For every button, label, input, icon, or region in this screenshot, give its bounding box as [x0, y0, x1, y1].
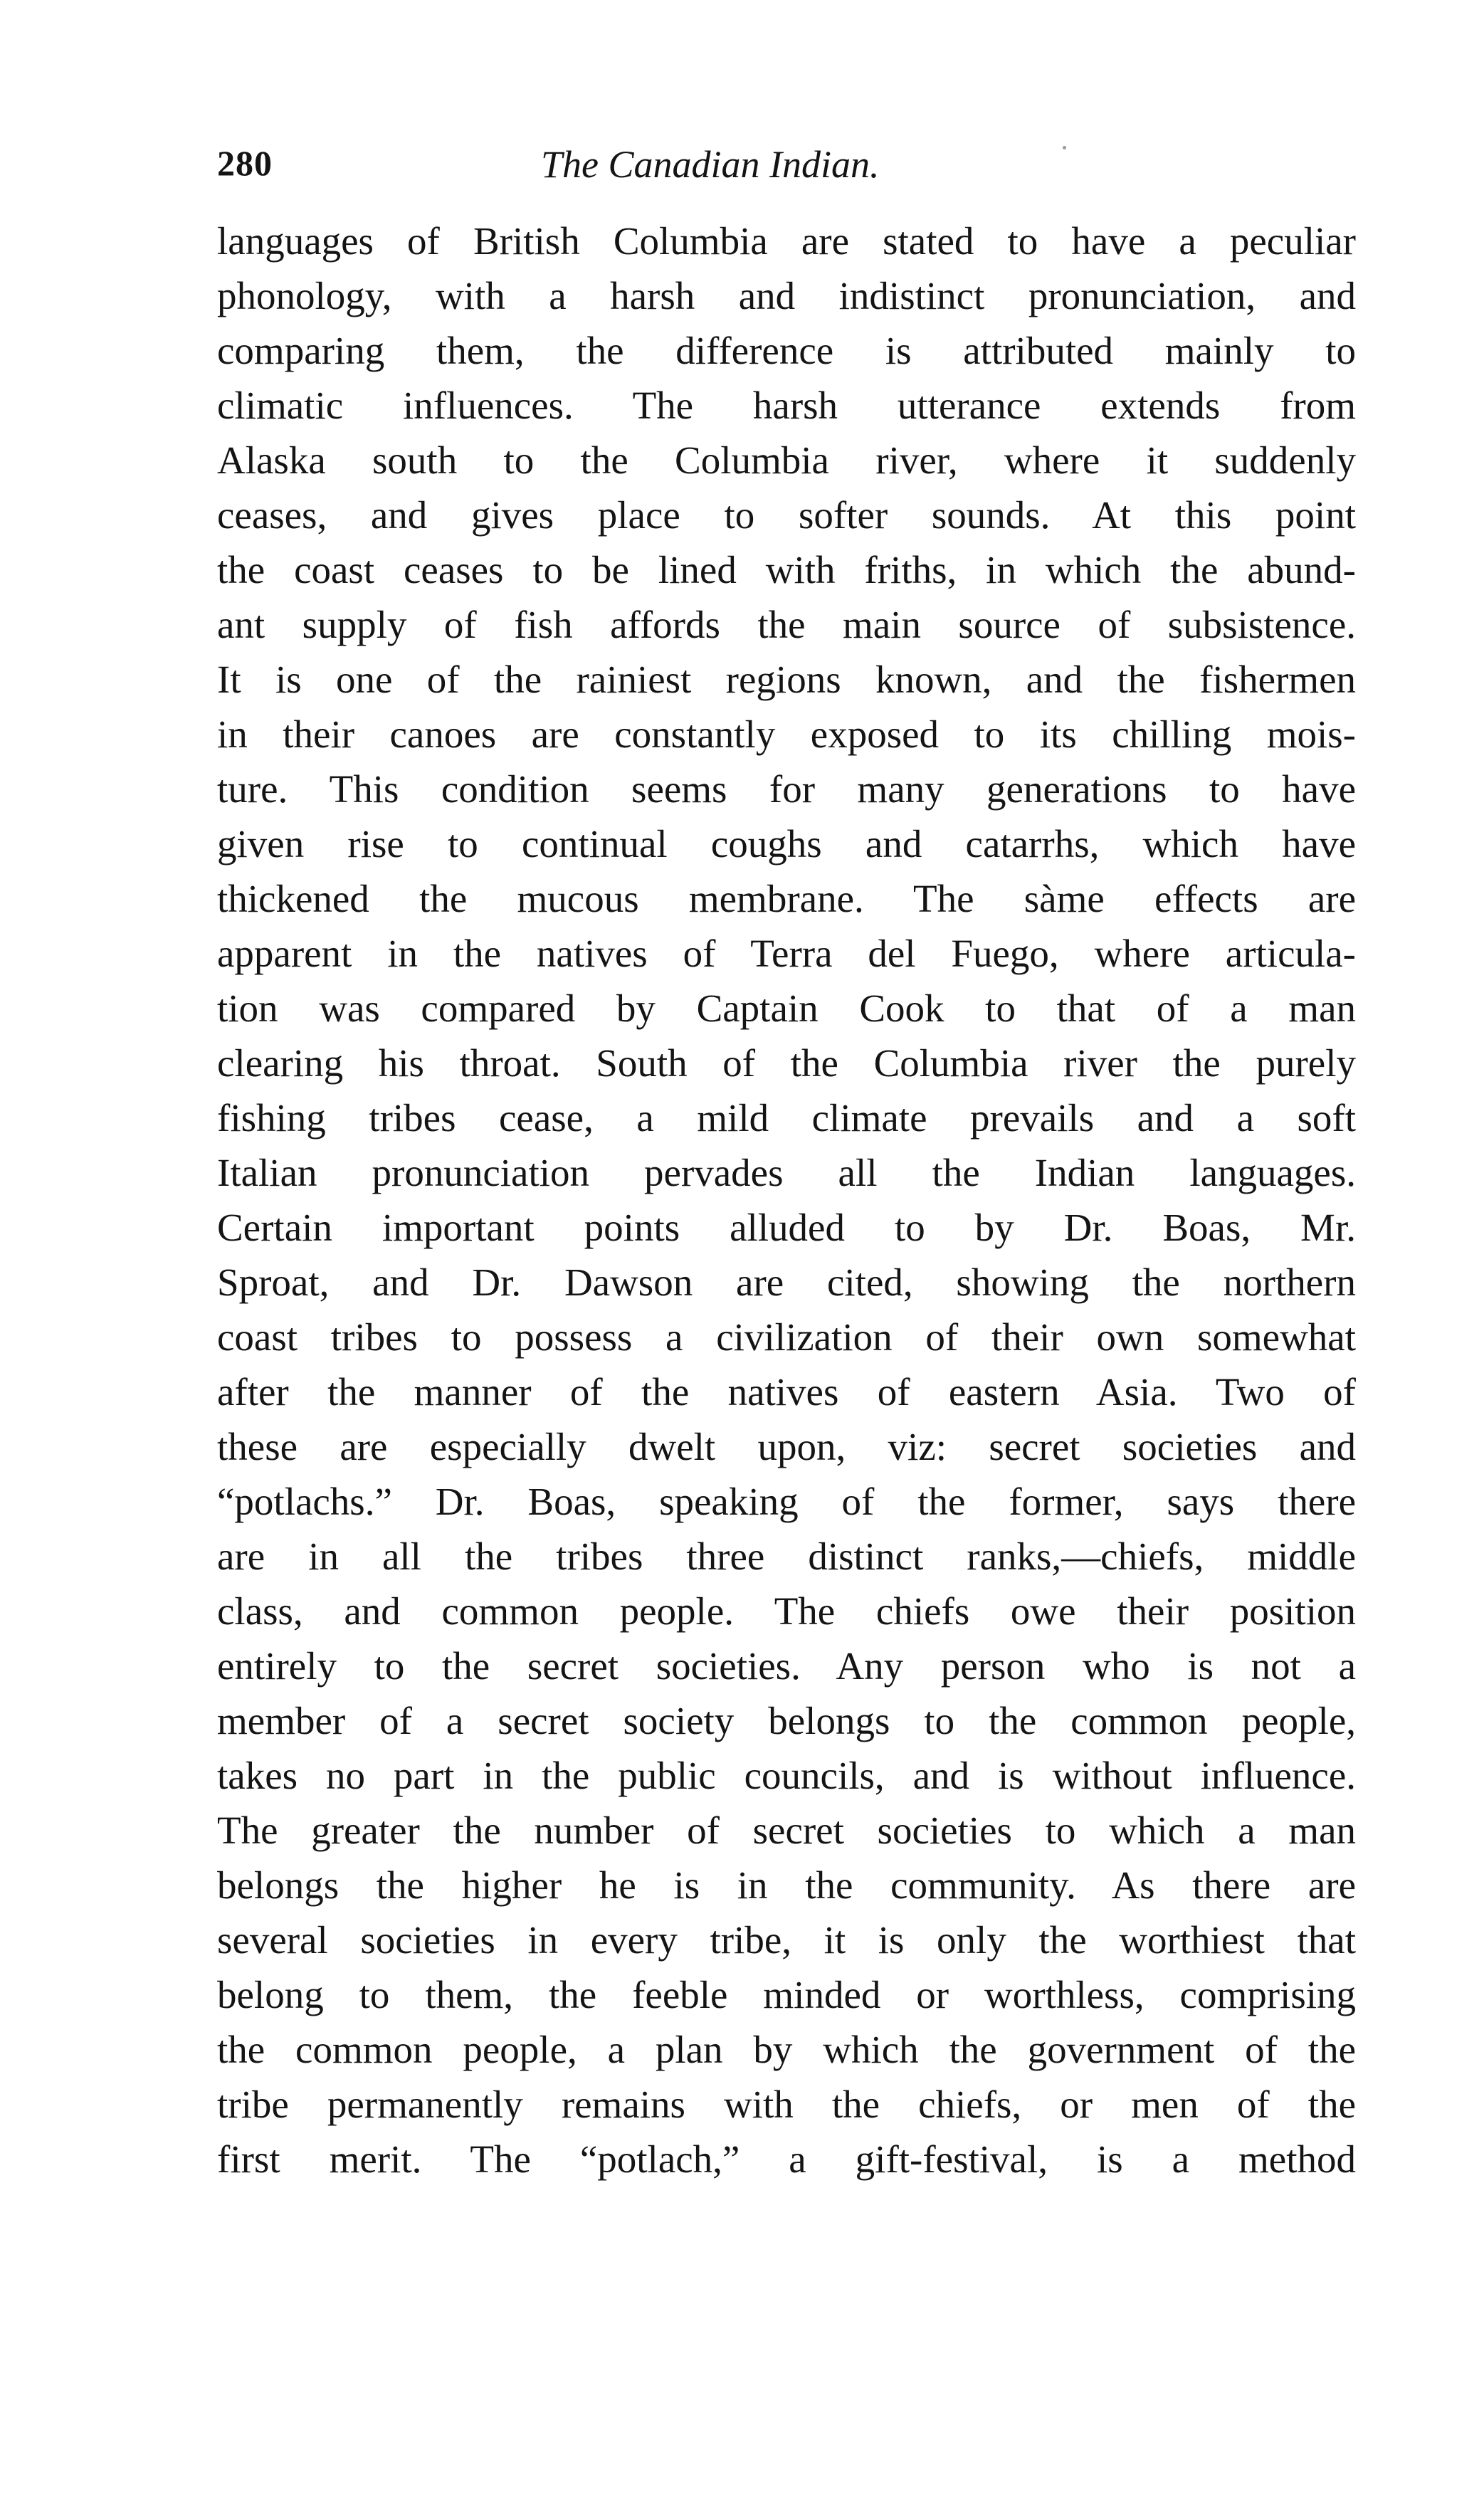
text-line: phonology, with a harsh and indistinct pronunciation, and — [217, 274, 1356, 317]
text-line: Certain important points alluded to by Dr. Boas, Mr. — [217, 1206, 1356, 1249]
text-line: class, and common people. The chiefs owe their position — [217, 1589, 1356, 1633]
text-line: takes no part in the public councils, and is without influence. — [217, 1754, 1356, 1797]
text-line: coast tribes to possess a civilization of their own somewhat — [217, 1315, 1356, 1359]
text-line: after the manner of the natives of eastern Asia. Two of — [217, 1370, 1356, 1414]
text-line: are in all the tribes three distinct ranks,—chiefs, middle — [217, 1535, 1356, 1578]
text-line: “potlachs.” Dr. Boas, speaking of the former, says there — [217, 1480, 1356, 1523]
body-text — [217, 214, 1356, 2187]
text-line: belong to them, the feeble minded or worthless, comprising — [217, 1973, 1356, 2016]
text-line: The greater the number of secret societies to which a man — [217, 1809, 1356, 1852]
text-line: entirely to the secret societies. Any person who is not a — [217, 1644, 1356, 1688]
text-line: first merit. The “potlach,” a gift-festival, is a method — [217, 2137, 1356, 2181]
text-line: comparing them, the difference is attributed mainly to — [217, 329, 1356, 372]
text-line: the coast ceases to be lined with friths, in which the abund- — [217, 548, 1356, 591]
text-line: It is one of the rainiest regions known, and the fishermen — [217, 658, 1356, 701]
text-line: apparent in the natives of Terra del Fuego, where articula- — [217, 932, 1356, 975]
text-line: several societies in every tribe, it is only the worthiest that — [217, 1918, 1356, 1962]
page-number: 280 — [217, 143, 273, 183]
text-line: in their canoes are constantly exposed to its chilling mois- — [217, 712, 1356, 756]
text-line: tribe permanently remains with the chiefs, or men of the — [217, 2083, 1356, 2126]
running-head — [217, 142, 1356, 199]
text-line: ceases, and gives place to softer sounds. At this point — [217, 493, 1356, 537]
text-line: tion was compared by Captain Cook to that of a man — [217, 986, 1356, 1030]
running-title: The Canadian Indian. — [541, 143, 880, 186]
text-line: Alaska south to the Columbia river, where it suddenly — [217, 438, 1356, 482]
print-speck — [1063, 146, 1066, 149]
text-line: member of a secret society belongs to the common people, — [217, 1699, 1356, 1742]
text-line: Sproat, and Dr. Dawson are cited, showing the northern — [217, 1261, 1356, 1304]
text-line: thickened the mucous membrane. The sàme effects are — [217, 877, 1356, 920]
text-line: ture. This condition seems for many generations to have — [217, 767, 1356, 811]
text-line: Italian pronunciation pervades all the Indian languages. — [217, 1151, 1356, 1194]
text-line: these are especially dwelt upon, viz: secret societies and — [217, 1425, 1356, 1468]
text-line: languages of British Columbia are stated to have a peculiar — [217, 219, 1356, 263]
text-line: the common people, a plan by which the government of the — [217, 2028, 1356, 2071]
text-line: ant supply of fish affords the main source of subsistence. — [217, 603, 1356, 646]
text-line: fishing tribes cease, a mild climate prevails and a soft — [217, 1096, 1356, 1140]
text-line: clearing his throat. South of the Columbia river the purely — [217, 1041, 1356, 1085]
text-line: climatic influences. The harsh utterance extends from — [217, 384, 1356, 427]
text-line: belongs the higher he is in the community. As there are — [217, 1863, 1356, 1907]
text-line: given rise to continual coughs and catarrhs, which have — [217, 822, 1356, 865]
